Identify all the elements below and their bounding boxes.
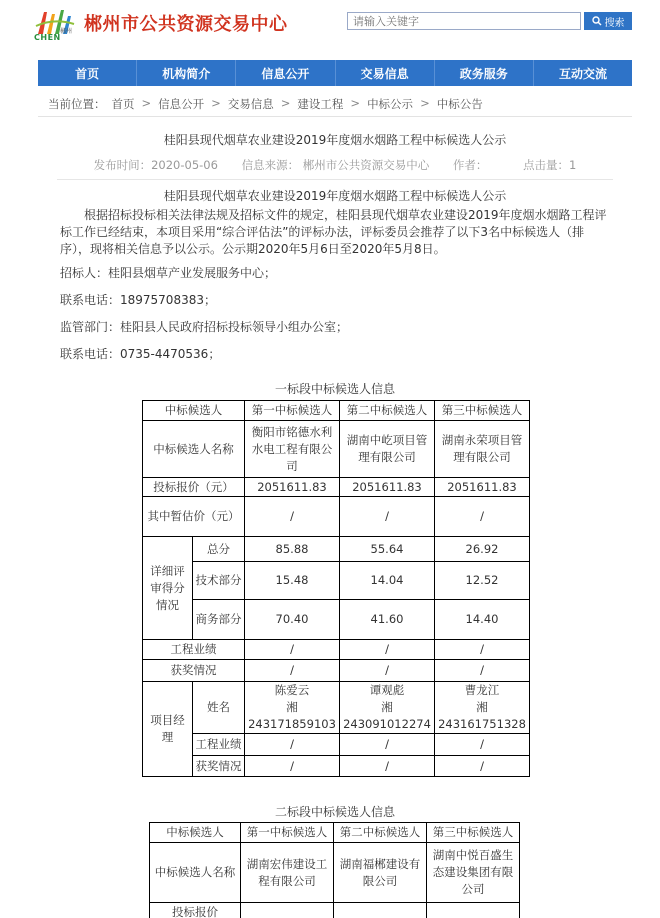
table-cell: 85.88 [245,537,340,562]
table-cell: / [340,660,435,682]
table-cell [245,682,340,734]
table-cell: 湖南中屹项目管理有限公司 [340,421,435,478]
author: 作者： [452,158,488,172]
table-cell [340,682,435,734]
table-cell: 工程业绩 [193,734,245,756]
table-cell: 工程业绩 [143,640,245,660]
table1-title: 一标段中标候选人信息 [274,382,395,396]
logo-text: CHEN [34,33,61,42]
breadcrumb-separator: > [211,96,221,110]
table-cell: 中标候选人名称 [143,421,245,478]
search-button[interactable] [584,12,632,30]
table-cell: 技术部分 [193,562,245,600]
pm-name: 谭观彪 [369,683,405,697]
article-meta [38,157,632,173]
logo-subtext: 郴州 [60,28,73,35]
table-cell: 总分 [193,537,245,562]
tenderer-line: 招标人：桂阳县烟草产业发展服务中心； [60,266,277,280]
table-cell: / [245,756,340,777]
table2-title: 二标段中标候选人信息 [274,805,395,819]
breadcrumb-info-public[interactable]: 信息公开 [158,97,205,111]
table-cell: / [435,640,530,660]
nav-info-public[interactable]: 信息公开 [236,60,335,86]
nav-home[interactable]: 首页 [38,60,137,86]
table-cell: 湖南永荣项目管理有限公司 [435,421,530,478]
table-cell: / [340,756,435,777]
table-header: 第二中标候选人 [334,823,427,843]
table-cell: 投标报价（元） [143,478,245,497]
table-header: 第三中标候选人 [427,823,520,843]
pm-cert: 湘243091012274 [343,700,431,731]
breadcrumb-separator: > [350,96,361,110]
table-cell: 2051611.83 [340,478,435,497]
table-cell: / [435,734,530,756]
supervisor-phone-line: 联系电话：0735-4470536； [60,347,221,361]
table-cell: 55.64 [340,537,435,562]
pm-name: 曹龙江 [464,683,500,697]
table-cell: 获奖情况 [143,660,245,682]
table-cell: / [435,497,530,537]
nav-trade-info[interactable]: 交易信息 [336,60,435,86]
table-cell: / [340,734,435,756]
pm-cert: 湘243161751328 [438,700,526,731]
table-cell: / [435,756,530,777]
table-cell: 获奖情况 [193,756,245,777]
table-cell: 湖南福郴建设有限公司 [334,843,427,903]
table-cell: 14.40 [435,600,530,640]
article [38,117,632,918]
table-cell: 其中暂估价（元） [143,497,245,537]
table-cell [241,903,334,918]
nav-interaction[interactable]: 互动交流 [558,66,607,81]
table-cell: 15.48 [245,562,340,600]
table-cell: 中标候选人名称 [150,843,241,903]
breadcrumb-home[interactable]: 首页 [111,97,135,111]
site-header [0,0,660,58]
meta-divider [57,179,613,180]
article-title: 桂阳县现代烟草农业建设2019年度烟水烟路工程中标候选人公示 [163,133,507,147]
table-cell [435,682,530,734]
table-header: 中标候选人 [143,401,245,421]
site-title[interactable]: 郴州市公共资源交易中心 [84,14,288,35]
breadcrumb-award-announcement[interactable]: 中标公告 [436,97,483,111]
table-header: 第二中标候选人 [340,401,435,421]
breadcrumb-separator: > [420,96,430,110]
pm-cert: 湘243171859103 [248,700,336,731]
click-count: 点击量：1 [523,158,577,172]
nav-about[interactable]: 机构简介 [137,60,236,86]
table-cell: 湖南中悦百盛生态建设集团有限公司 [427,843,520,903]
breadcrumb-trade-info[interactable]: 交易信息 [227,97,274,111]
table-cell: 2051611.83 [435,478,530,497]
table-cell: / [435,660,530,682]
breadcrumb [48,96,483,112]
tenderer-phone-line: 联系电话：18975708383； [60,293,216,307]
search-icon [592,16,602,26]
search-input[interactable] [347,12,581,30]
table-cell: 2051611.83 [245,478,340,497]
table-cell: / [245,660,340,682]
table-cell: 衡阳市铭德水利水电工程有限公司 [245,421,340,478]
table-cell [334,903,427,918]
article-subtitle: 桂阳县现代烟草农业建设2019年度烟水烟路工程中标候选人公示 [163,189,507,203]
nav-gov-service[interactable]: 政务服务 [435,60,534,86]
breadcrumb-construction[interactable]: 建设工程 [297,97,344,111]
table-cell: 姓名 [193,682,245,734]
table-cell: / [340,640,435,660]
table-cell: 70.40 [245,600,340,640]
breadcrumb-separator: > [280,96,291,110]
table-cell: / [245,734,340,756]
table-cell: 26.92 [435,537,530,562]
table-cell: / [245,497,340,537]
info-source: 信息来源： 郴州市公共资源交易中心 [241,158,430,172]
breadcrumb-award-notice[interactable]: 中标公示 [367,97,414,111]
breadcrumb-separator: > [141,96,152,110]
table-cell: 投标报价 [150,903,241,918]
table-header: 第一中标候选人 [245,401,340,421]
table-header: 中标候选人 [150,823,241,843]
table1 [142,400,530,777]
pm-name: 陈爱云 [274,683,310,697]
main-nav [38,60,632,86]
breadcrumb-label: 当前位置： [48,97,106,111]
article-paragraph: 根据招标投标相关法律法规及招标文件的规定，桂阳县现代烟草农业建设2019年度烟水烟路工程评标工作已经结束，本项目采用“综合评估法”的评标办法，评标委员会推荐了以下3名中标候选人（排序），现将相关信息予以公示。公示期2020年5月6日至2020年5月8日。 [60,208,607,256]
table-cell: 湖南宏伟建设工程有限公司 [241,843,334,903]
table-cell: 项目经理 [143,682,193,777]
search-button-label: 搜索 [604,17,625,29]
table-cell: 41.60 [340,600,435,640]
table-header: 第一中标候选人 [241,823,334,843]
table-cell: 12.52 [435,562,530,600]
table-cell: / [245,640,340,660]
table2 [149,822,520,918]
publish-time: 发布时间：2020-05-06 [93,158,218,172]
table-cell [427,903,520,918]
table-cell: / [340,497,435,537]
table-cell: 14.04 [340,562,435,600]
table-cell: 详细评审得分情况 [143,537,193,640]
table-header: 第三中标候选人 [435,401,530,421]
table-cell: 商务部分 [193,600,245,640]
supervisor-line: 监管部门：桂阳县人民政府招标投标领导小组办公室； [60,320,349,334]
